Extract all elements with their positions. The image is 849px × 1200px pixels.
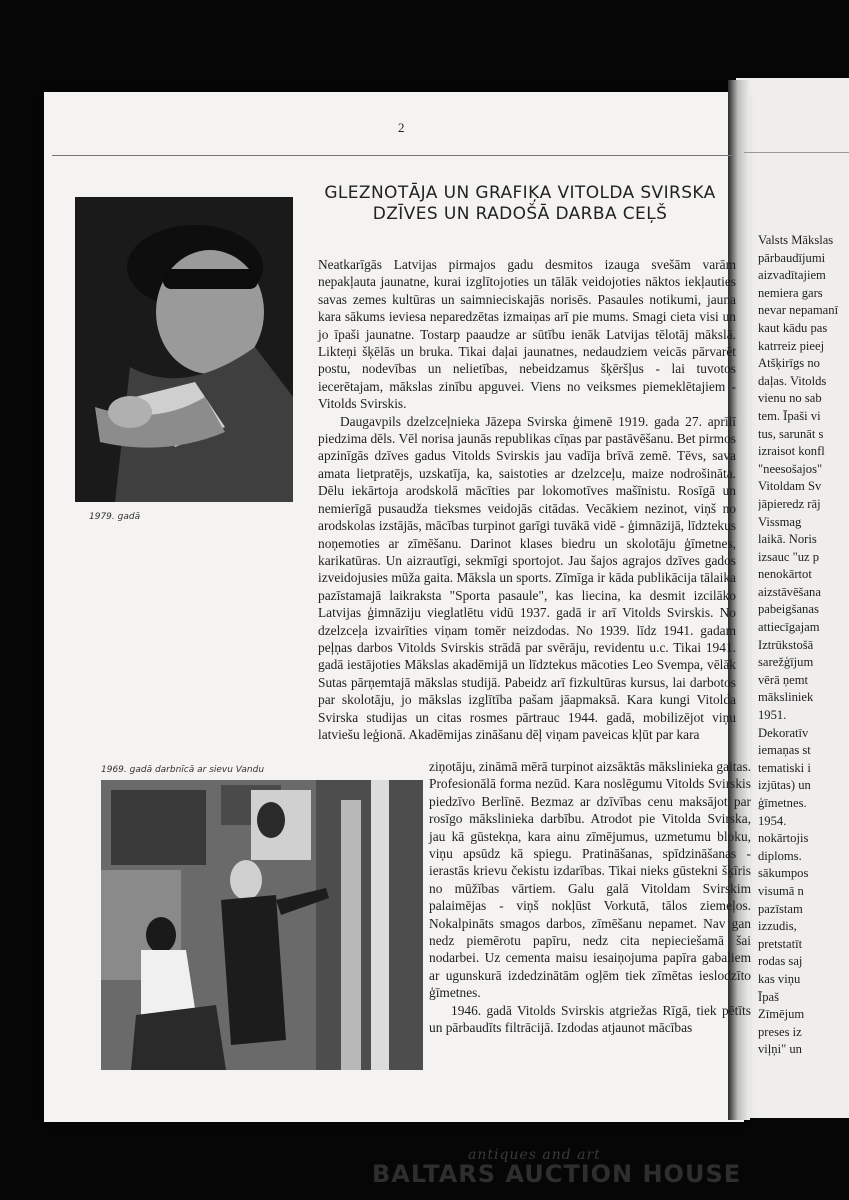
facing-page-line: māksliniek bbox=[758, 690, 814, 705]
studio-illustration bbox=[101, 780, 423, 1070]
facing-page-line: iemaņas st bbox=[758, 743, 811, 758]
facing-page-line: tem. Īpaši vi bbox=[758, 408, 821, 423]
facing-page-line: kas viņu bbox=[758, 971, 801, 986]
body-paragraph: ziņotāju, zināmā mērā turpinot aizsāktās mākslinieka gaitas. Profesionālā forma nezūd. Kara noslēgumu Vitolds Svirskis piedzīvo Berlīnē. Bezmaz ar dzīvības cenu maksājot par rosīgo mākslinieka darbību. Atrodot pie Vitolda Svirska, jau kā gūstekņa, kara ainu zīmējumus, uzmetumu bloku, viņu apsūdz kā spiegu. Pratināšanas, spīdzināšanas - ierastās krievu čekistu izdarības. Tikai nieks gūstekni šķīris no mūžības vārtiem. Galu galā Vitoldam Svirskim palaimējas - viņš nokļūst Vorkutā, tālos ziemeļos. Nokalpināts smagos darbos, zīmēšanu nepamet. Nav gan nedz piemērotu papīru, nedz cita nepieciešamā šai nodarbei. Uz cementa maisu iesaiņojuma papīra gabaliem ar ugunskurā izdedzinātām ogļēm tiek zīmētas ieslodzīto ģīmetnes. bbox=[429, 759, 752, 1001]
studio-caption: 1969. gadā darbnīcā ar sievu Vandu bbox=[101, 765, 265, 775]
facing-page-line: Iztrūkstošā bbox=[758, 637, 814, 652]
studio-photo bbox=[101, 780, 423, 1070]
article-title bbox=[300, 183, 740, 225]
facing-page-line: sākumpos bbox=[758, 866, 809, 881]
facing-page-line: preses iz bbox=[758, 1024, 802, 1039]
portrait-photo bbox=[75, 197, 293, 502]
facing-page-line: attiecīgajam bbox=[758, 620, 820, 635]
portrait-illustration bbox=[75, 197, 293, 502]
facing-page-line: jāpieredz rāj bbox=[758, 496, 821, 511]
facing-page-line: visumā n bbox=[758, 883, 804, 898]
facing-page-text bbox=[758, 232, 849, 1059]
header-rule bbox=[52, 155, 732, 156]
facing-page-line: daļas. Vitolds bbox=[758, 373, 827, 388]
title-line-1: GLEZNOTĀJA UN GRAFIĶA VITOLDA SVIRSKA bbox=[324, 183, 716, 203]
facing-page-line: aizstāvēšana bbox=[758, 584, 821, 599]
page-number: 2 bbox=[398, 120, 405, 135]
facing-page-line: tematiski i bbox=[758, 760, 811, 775]
facing-page-line: nevar nepamanī bbox=[758, 303, 839, 318]
facing-page-line: diploms. bbox=[758, 848, 802, 863]
facing-header-rule bbox=[744, 152, 849, 153]
facing-page-line: pazīstam bbox=[758, 901, 803, 916]
facing-page-line: vienu no sab bbox=[758, 391, 822, 406]
facing-page-line: pretstatīt bbox=[758, 936, 803, 951]
facing-page-line: nokārtojis bbox=[758, 831, 809, 846]
facing-page-line: pabeigšanas bbox=[758, 602, 819, 617]
facing-page-line: ģīmetnes. bbox=[758, 796, 807, 810]
facing-page-line: Dekoratīv bbox=[758, 725, 809, 740]
facing-page-line: viļņi" un bbox=[758, 1042, 802, 1057]
facing-page-line: Zīmējum bbox=[758, 1007, 805, 1022]
body-paragraph: Daugavpils dzelzceļnieka Jāzepa Svirska ģimenē 1919. gada 27. aprīlī piedzima dēls. Vēl norisa jaunās republikas cīņas par pastāvēšanu. Bet pirmos apzinīgās dzīves gadus Vitolds Svirskis jau vadīja brīvā zemē. Tēvs, sava amata lietpratējs, uzskatīja, ka, saistoties ar dzelzceļu, maize nodrošināta. Dēlu iekārtoja arodskolā mācīties par lokomotīves mašīnistu. Rosīgā un nemierīgā pusaudža tieksmes veidojās citādas. Vecākiem nezinot, viņš no arodskolas izstājās, mācības turpinot garīgi tuvākā vidē - ģimnāzijā, līdztekus noņemoties ar zīmēšanu. Darinot klases biedru un skolotāju ģīmetnes, karikatūras. Un aizrautīgi, sekmīgi sportojot. Jau šajos agrajos dzīves gados izveidojusies mūža gaita. Māksla un sports. Zīmīga ir kāda publikācija tālaika pazīstamajā laikraksta "Sporta pasaule", kas liecina, ka desmit izcilāko Latvijas ģimnāziju vieglatlētu vidū 1937. gadā ir arī Vitolds Svirskis. No dzelzceļa izvairīties viņam tomēr neizdodas. No 1939. līdz 1941. gadam peļņas darbos Vitolds Svirskis strādā par svērāju, revidentu u.c. Tikai 1941. gadā iestājoties Mākslas akadēmijā un līdztekus mācoties Leo Svempa, vēlāk Sutas pārņemtajā mākslas studijā. Pabeidz arī fizkultūras kursus, lai darbotos par skolotāju, jo mākslas izglītība pašam jāapmaksā. Kara kungi Vitolda Svirska studijas un citas rosmes pārtrauc 1944. gadā, mobilizējot viņu latviešu leģionā. Akadēmijas zināšanu dēļ viņam paveicas kļūt par kara bbox=[318, 413, 736, 742]
body-paragraph: 1946. gadā Vitolds Svirskis atgriežas Rīgā, tiek pētīts un pārbaudīts filtrācijā. Izdodas atjaunot mācības bbox=[429, 1002, 751, 1036]
title-line-2: DZĪVES UN RADOŠĀ DARBA CEĻŠ bbox=[372, 204, 668, 224]
facing-page-line: nemiera gars bbox=[758, 285, 823, 300]
facing-page-line: 1951. bbox=[758, 708, 787, 723]
facing-page-line: 1954. bbox=[758, 813, 787, 828]
facing-page-line: "neesošajos" bbox=[758, 461, 823, 476]
watermark: BALTARS AUCTION HOUSE bbox=[372, 1160, 742, 1188]
facing-page-line: Vitoldam Sv bbox=[758, 479, 822, 494]
article-body-main bbox=[318, 256, 736, 743]
facing-page-line: izsauc "uz p bbox=[758, 549, 820, 564]
facing-page-line: Atšķirīgs no bbox=[758, 356, 820, 371]
portrait-caption: 1979. gadā bbox=[89, 512, 141, 522]
facing-page-line: Vissmag bbox=[758, 514, 802, 529]
facing-page-line: izraisot konfl bbox=[758, 444, 825, 459]
facing-page-line: laikā. Noris bbox=[758, 532, 817, 547]
facing-page-line: kaut kādu pas bbox=[758, 320, 828, 335]
facing-page-line: sarežģījum bbox=[758, 655, 814, 670]
facing-page-line: aizvadītajiem bbox=[758, 268, 826, 283]
watermark-subtitle: antiques and art bbox=[468, 1147, 601, 1163]
body-paragraph: Neatkarīgās Latvijas pirmajos gadu desmitos izauga svešām varām nepakļauta jaunatne, kurai izglītojoties un tālāk veidojoties nāktos iekļauties savas zemes kultūras un saimnieciskajās norisēs. Pasaules notikumi, jauna kara sākums ieviesa neparedzētas izmaiņas arī pie mums. Smagi cieta visi un jo īpaši jaunatne. Tostarp paaudze ar sūtību ienāk Latvijas tēlotāj mākslā. Likteņi šķēlās un bruka. Tikai daļai jaunatnes, nedaudziem veicās pārvarēt postu, nodevības un nelietības, nebeidzamus šķēršļus - lai tuvotos iecerētajam, mākslas zinību apguvei. Viens no veiksmes piemeklētajiem - Vitolds Svirskis. bbox=[318, 257, 736, 412]
facing-page-line: Valsts Mākslas bbox=[758, 233, 834, 247]
article-body-continued bbox=[429, 758, 751, 1037]
facing-page-line: nenokārtot bbox=[758, 567, 812, 582]
facing-page-line: Īpaš bbox=[758, 989, 779, 1004]
facing-page-line: vērā ņemt bbox=[758, 672, 808, 687]
facing-page-line: katrreiz pieej bbox=[758, 338, 825, 353]
facing-page-line: izzudis, bbox=[758, 919, 797, 934]
facing-page-line: izjūtas) un bbox=[758, 778, 811, 793]
facing-page-line: pārbaudījumi bbox=[758, 250, 826, 265]
facing-page-line: tus, sarunāt s bbox=[758, 426, 824, 441]
facing-page-line: rodas saj bbox=[758, 954, 803, 969]
